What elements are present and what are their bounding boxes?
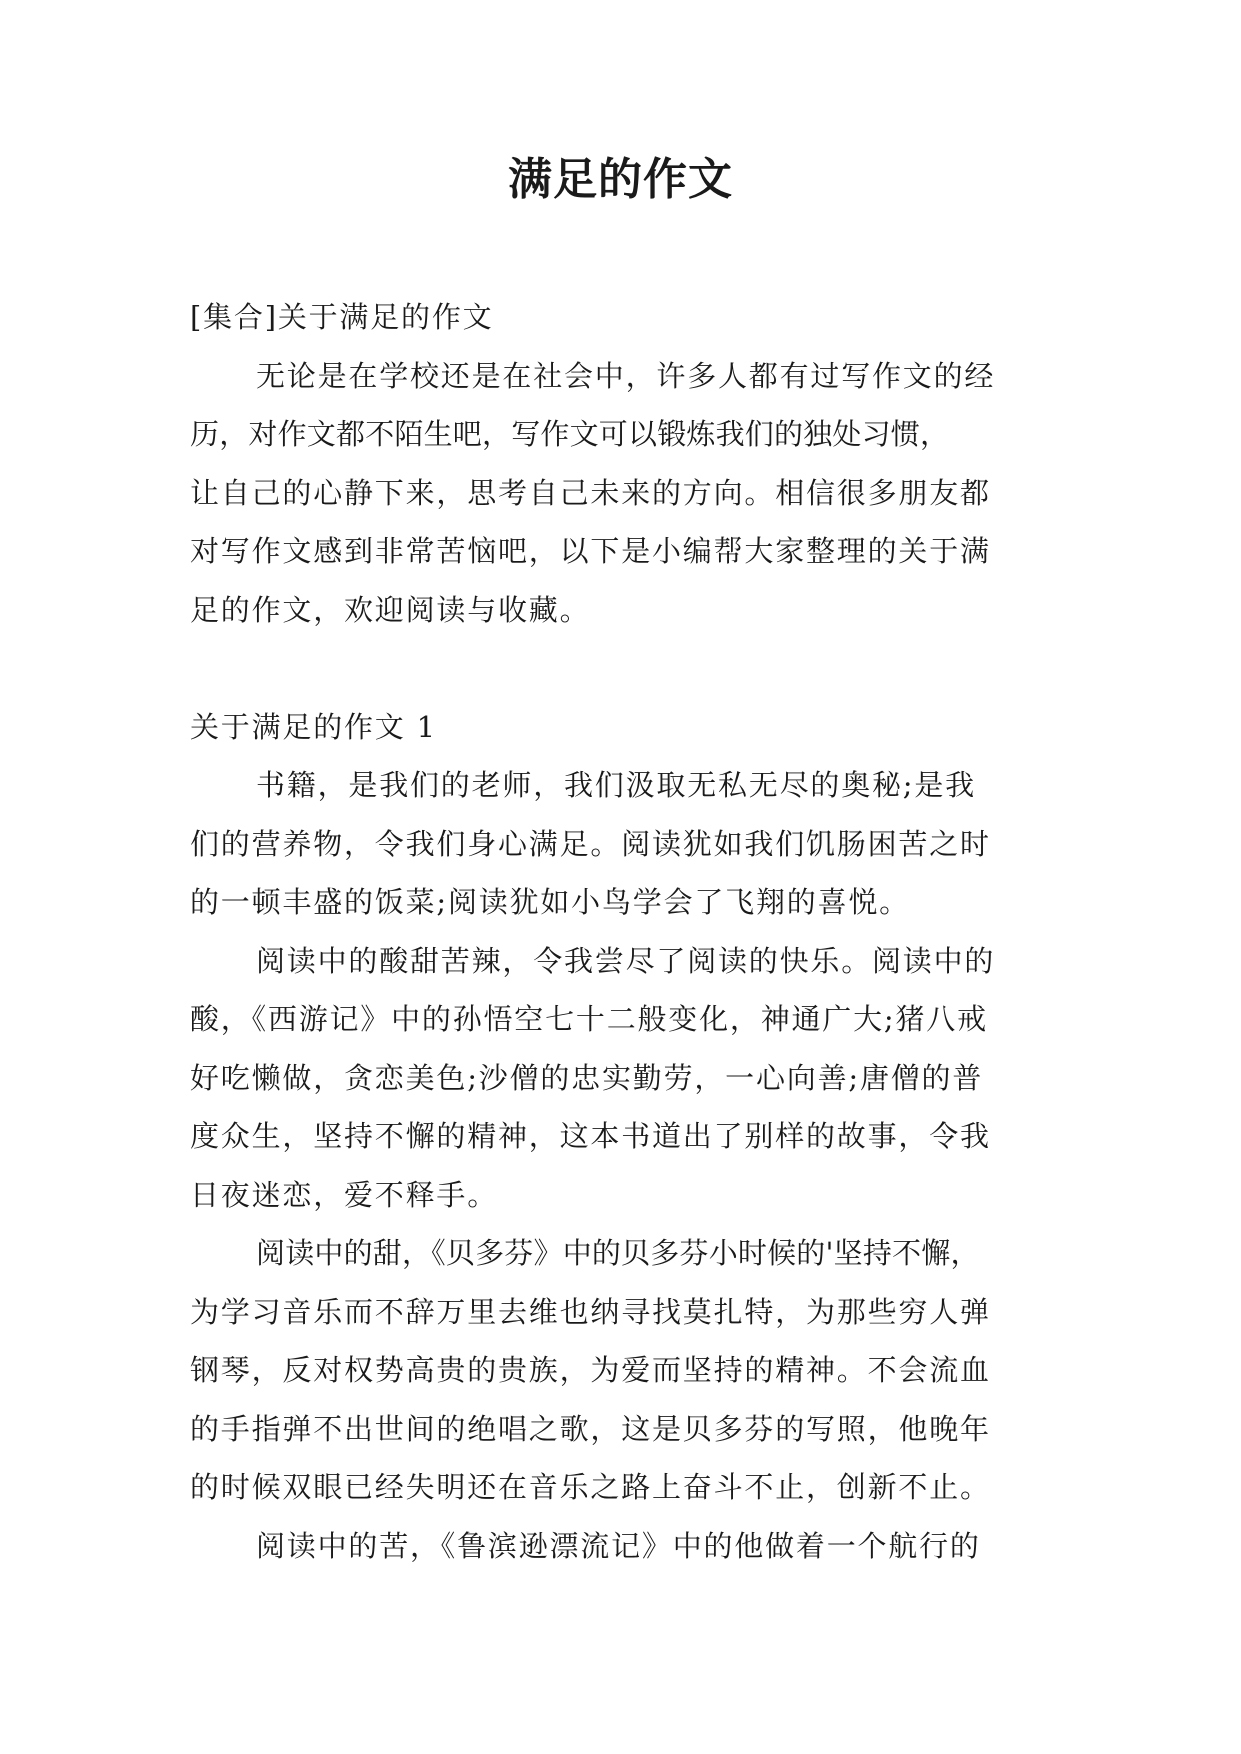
essay1-p3-line-4: 的手指弹不出世间的绝唱之歌，这是贝多芬的写照，他晚年 (190, 1411, 991, 1446)
intro-heading: [集合]关于满足的作文 (190, 300, 494, 334)
essay1-p2-line-5: 日夜迷恋，爱不释手。 (190, 1177, 499, 1212)
essay1-p2-line-2: 酸，《西游记》中的孙悟空七十二般变化，神通广大;猪八戒 (190, 1002, 988, 1036)
intro-line-5: 足的作文，欢迎阅读与收藏。 (190, 592, 591, 627)
essay1-p3-line-1: 阅读中的甜，《贝多芬》中的贝多芬小时候的'坚持不懈， (256, 1236, 980, 1270)
essay1-p1-line-3: 的一顿丰盛的饭菜;阅读犹如小鸟学会了飞翔的喜悦。 (190, 885, 910, 919)
document-body (190, 288, 1056, 1575)
section-spacer (190, 639, 1056, 698)
essay1-p2-line-3: 好吃懒做，贪恋美色;沙僧的忠实勤劳，一心向善;唐僧的普 (190, 1060, 984, 1095)
intro-line-2: 历，对作文都不陌生吧，写作文可以锻炼我们的独处习惯， (190, 417, 950, 451)
essay1-p2-line-1: 阅读中的酸甜苦辣，令我尝尽了阅读的快乐。阅读中的 (256, 943, 996, 978)
essay1-p3-line-2: 为学习音乐而不辞万里去维也纳寻找莫扎特，为那些穷人弹 (190, 1294, 991, 1329)
intro-line-3: 让自己的心静下来，思考自己未来的方向。相信很多朋友都 (190, 475, 991, 510)
essay1-p1-line-2: 们的营养物，令我们身心满足。阅读犹如我们饥肠困苦之时 (190, 826, 991, 861)
document-title: 满足的作文 (508, 154, 733, 205)
essay1-p4-line-1: 阅读中的苦，《鲁滨逊漂流记》中的他做着一个航行的 (256, 1528, 981, 1563)
essay1-heading: 关于满足的作文 1 (190, 709, 437, 744)
intro-line-4: 对写作文感到非常苦恼吧，以下是小编帮大家整理的关于满 (190, 534, 991, 568)
intro-line-1: 无论是在学校还是在社会中，许多人都有过写作文的经 (256, 358, 996, 393)
essay1-p3-line-3: 钢琴，反对权势高贵的贵族，为爱而坚持的精神。不会流血 (190, 1353, 991, 1387)
essay1-p3-line-5: 的时候双眼已经失明还在音乐之路上奋斗不止，创新不止。 (190, 1470, 991, 1504)
essay1-p1-line-1: 书籍，是我们的老师，我们汲取无私无尽的奥秘;是我 (256, 768, 976, 802)
essay1-p2-line-4: 度众生，坚持不懈的精神，这本书道出了别样的故事，令我 (190, 1119, 991, 1153)
